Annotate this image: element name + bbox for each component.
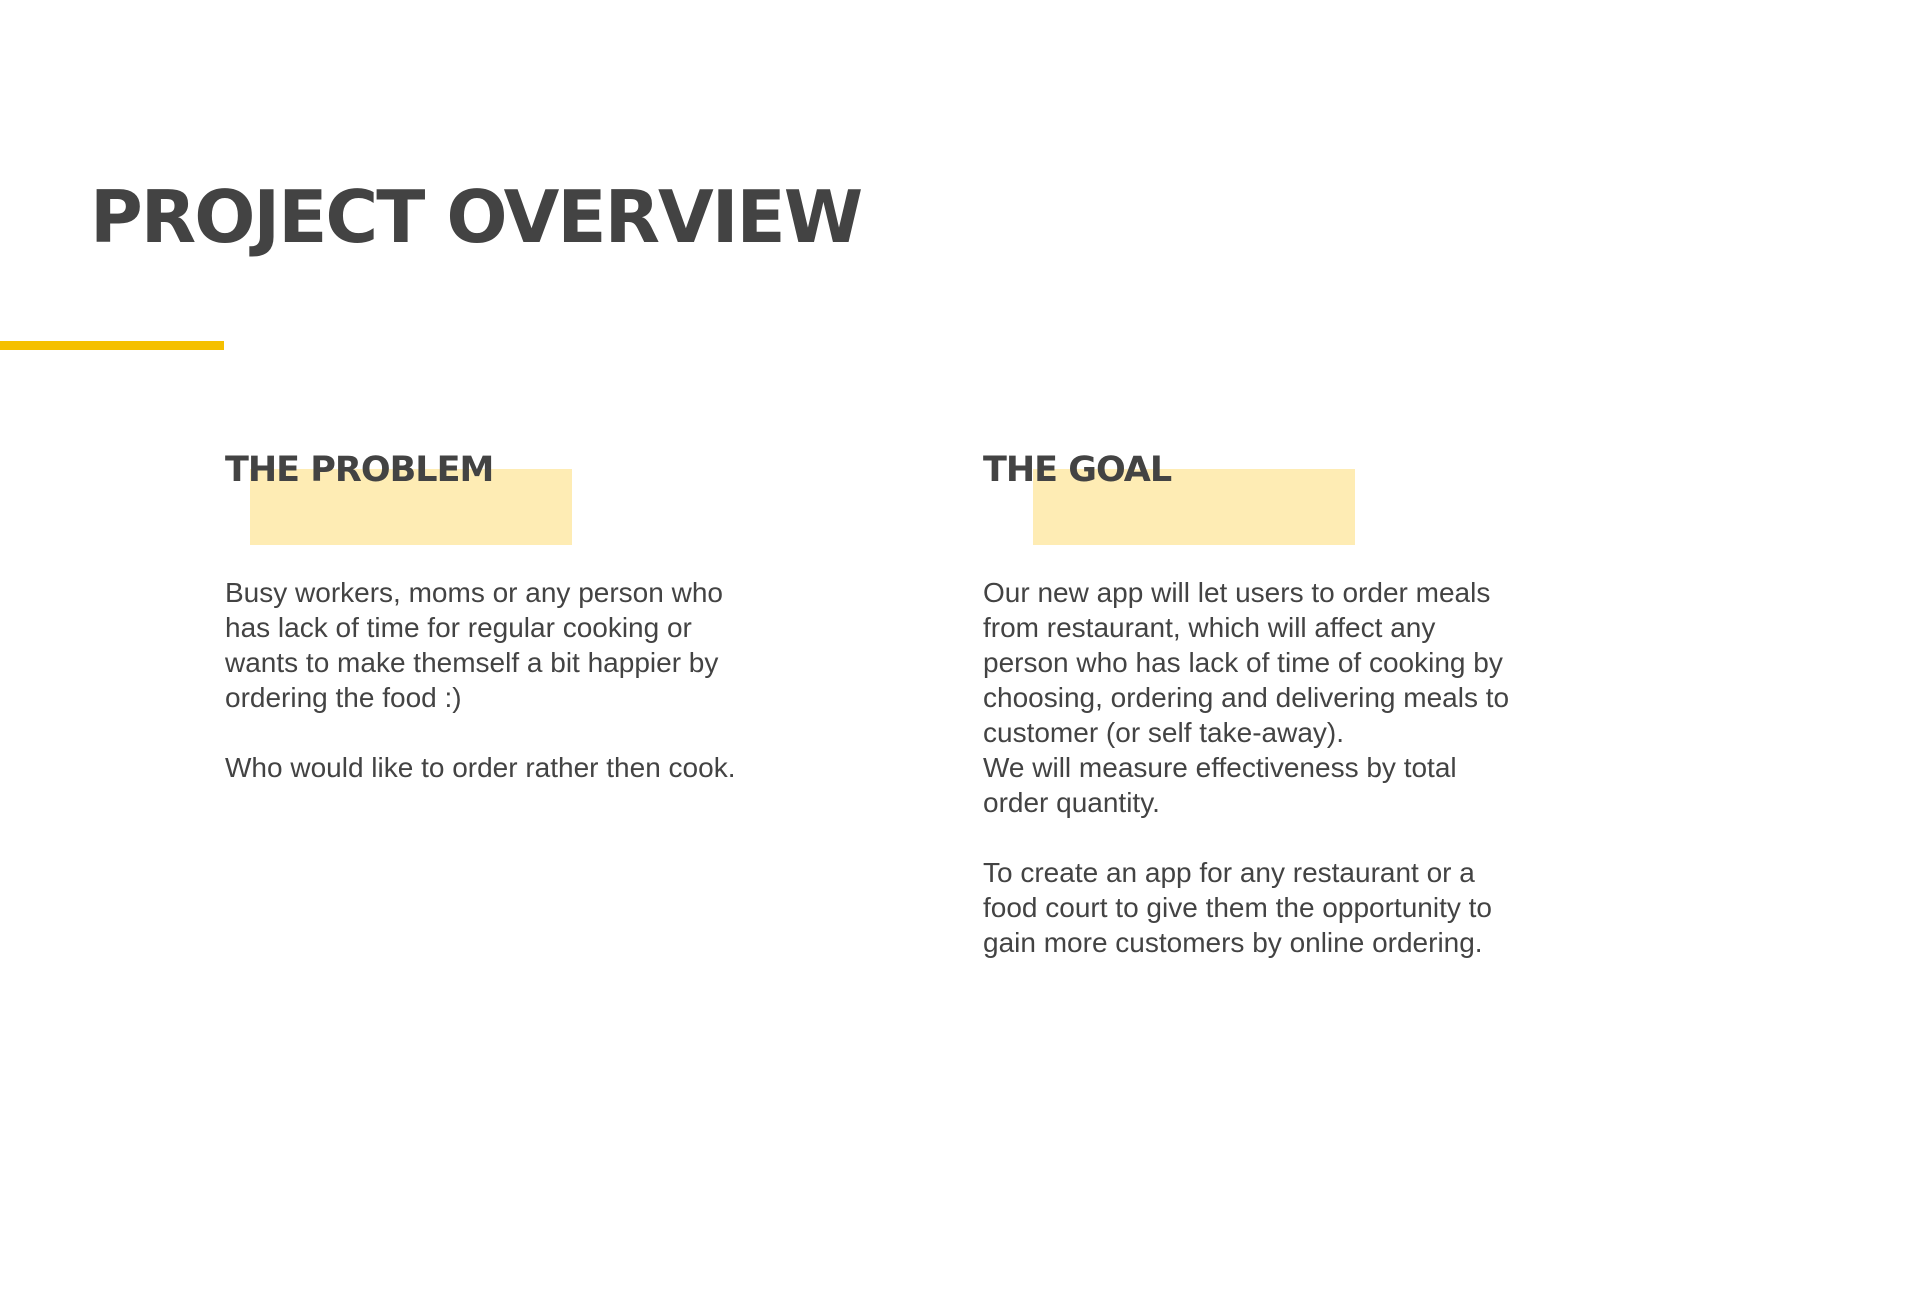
problem-line: has lack of time for regular cooking or xyxy=(225,612,692,643)
problem-extra-line: Who would like to order rather then cook. xyxy=(225,752,736,783)
goal-line: Our new app will let users to order meals xyxy=(983,577,1491,608)
problem-line: wants to make themself a bit happier by xyxy=(225,647,719,678)
accent-bar xyxy=(0,341,224,350)
paragraph-gap xyxy=(225,715,845,750)
goal-extra-line: To create an app for any restaurant or a xyxy=(983,857,1475,888)
problem-body xyxy=(225,575,845,785)
goal-line: person who has lack of time of cooking by xyxy=(983,647,1503,678)
goal-extra-line: food court to give them the opportunity to xyxy=(983,892,1492,923)
problem-line: Busy workers, moms or any person who xyxy=(225,577,723,608)
goal-line: from restaurant, which will affect any xyxy=(983,612,1436,643)
problem-heading: THE PROBLEM xyxy=(225,450,494,490)
page-title: PROJECT OVERVIEW xyxy=(90,175,862,259)
paragraph-gap xyxy=(983,820,1603,855)
goal-line: We will measure effectiveness by total xyxy=(983,752,1457,783)
goal-extra-line: gain more customers by online ordering. xyxy=(983,927,1483,958)
goal-line: choosing, ordering and delivering meals to xyxy=(983,682,1510,713)
goal-line: customer (or self take-away). xyxy=(983,717,1344,748)
goal-heading: THE GOAL xyxy=(983,450,1172,490)
problem-line: ordering the food :) xyxy=(225,682,462,713)
goal-section xyxy=(983,445,1510,958)
goal-body xyxy=(983,575,1603,960)
problem-section xyxy=(225,445,736,783)
goal-line: order quantity. xyxy=(983,787,1160,818)
